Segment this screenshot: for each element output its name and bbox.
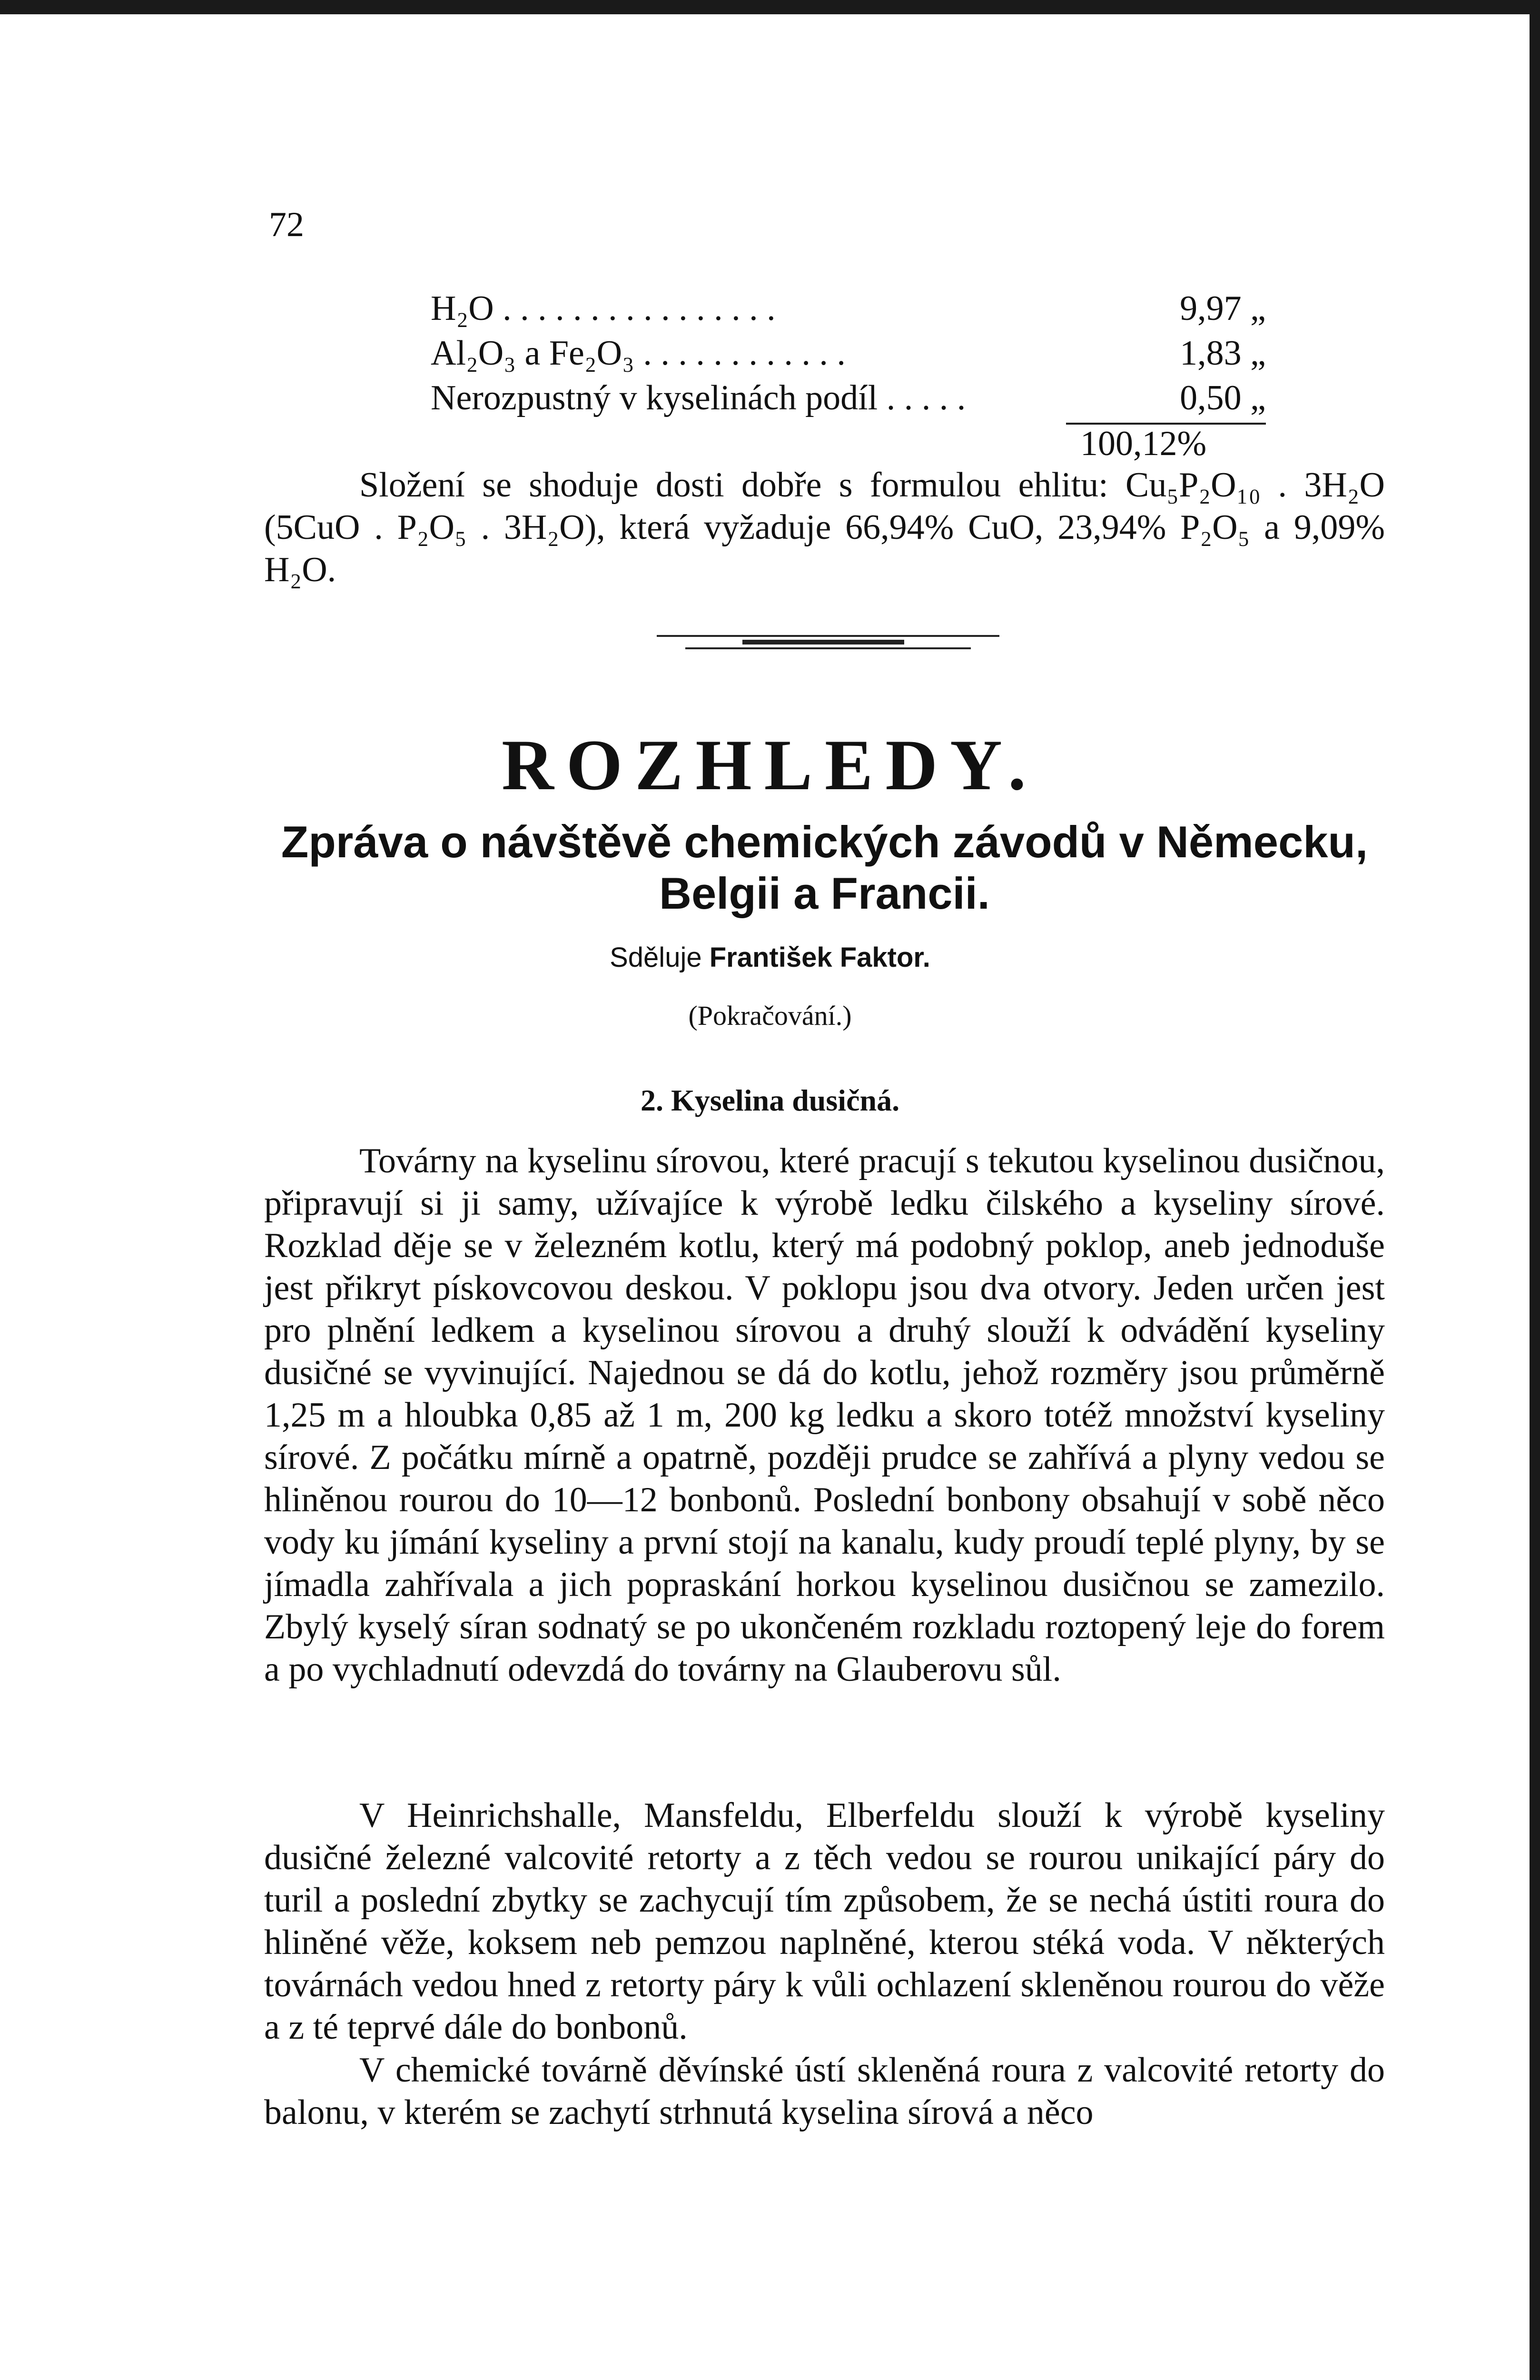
ornament-rule [742, 640, 904, 645]
composition-label: Al₂O₃ a Fe₂O₃ . . . . . . . . . . . . [431, 334, 846, 373]
article-title: Zpráva o návštěvě chemických závodů v Německu, Belgii a Francii. [281, 817, 1368, 918]
author-prefix: Sděluje [610, 942, 702, 973]
composition-value: 0,50 „ [1180, 378, 1266, 417]
section-title: ROZHLEDY. [502, 725, 1038, 805]
composition-row [431, 378, 1266, 421]
composition-value: 9,97 „ [1180, 289, 1266, 328]
ornament-rule [657, 635, 999, 637]
composition-label: H₂O . . . . . . . . . . . . . . . . [431, 289, 776, 328]
page-number: 72 [269, 205, 304, 244]
scan-border-right [1530, 0, 1540, 2380]
author-line [0, 942, 1540, 973]
composition-value: 1,83 „ [1180, 334, 1266, 373]
composition-row [431, 288, 1266, 331]
paragraph-text: V Heinrichshalle, Mansfeldu, Elberfeldu slouží k výrobě kyseliny dusičné železné valcovité retorty a z těch vedou se rourou unikající páry do turil a poslední zbytky se zachycují tím způsobem, že se nechá ústiti roura do hliněné věže, koksem neb pemzou naplněné, kterou stéká voda. V některých továrnách vedou hned z retorty páry k vůli ochlazení skleněnou rourou do věže a z té teprvé dále do bonbonů. [264, 1796, 1385, 2047]
body-paragraph [264, 1795, 1385, 2049]
conclusion-paragraph [264, 464, 1385, 591]
body-paragraph [264, 2049, 1385, 2134]
conclusion-text: Složení se shoduje dosti dobře s formulou ehlitu: Cu₅P₂O₁₀ . 3H₂O (5CuO . P₂O₅ . 3H₂O), která vyžaduje 66,94% CuO, 23,94% P₂O₅ a 9,09% H₂O. [264, 466, 1385, 589]
scan-border-top [0, 0, 1540, 14]
subsection-heading: 2. Kyselina dusičná. [640, 1083, 900, 1117]
continued-note: (Pokračování.) [688, 1000, 852, 1031]
author-name: František Faktor. [709, 942, 930, 973]
composition-label: Nerozpustný v kyselinách podíl . . . . . [431, 378, 966, 417]
composition-total: 100,12% [1080, 424, 1207, 463]
ornament-rule [685, 647, 971, 649]
composition-row [431, 333, 1266, 376]
paragraph-text: Továrny na kyselinu sírovou, které pracují s tekutou kyselinou dusičnou, připravují si ji samy, užívajíce k výrobě ledku čilského a kyseliny sírové. Rozklad děje se v železném kotlu, který má podobný poklop, aneb jednoduše jest přikryt pískovcovou deskou. V poklopu jsou dva otvory. Jeden určen jest pro plnění ledkem a kyselinou sírovou a druhý slouží k odvádění kyseliny dusičné se vyvinující. Najednou se dá do kotlu, jehož rozměry jsou průměrně 1,25 m a hloubka 0,85 až 1 m, 200 kg ledku a skoro totéž množství kyseliny sírové. Z počátku mírně a opatrně, později prudce se zahřívá a plyny vedou se hliněnou rourou do 10—12 bonbonů. Poslední bonbony obsahují v sobě něco vody ku jímání kyseliny a první stojí na kanalu, kudy proudí teplé plyny, by se jímadla zahřívala a jich popraskání horkou kyselinou dusičnou se zamezilo. Zbylý kyselý síran sodnatý se po ukončeném rozkladu roztopený leje do forem a po vychladnutí odevzdá do továrny na Glauberovu sůl. [264, 1141, 1385, 1689]
body-paragraph [264, 1140, 1385, 1691]
paragraph-text: V chemické továrně děvínské ústí skleněná roura z valcovité retorty do balonu, v kterém se zachytí strhnutá kyselina sírová a něco [264, 2051, 1385, 2132]
